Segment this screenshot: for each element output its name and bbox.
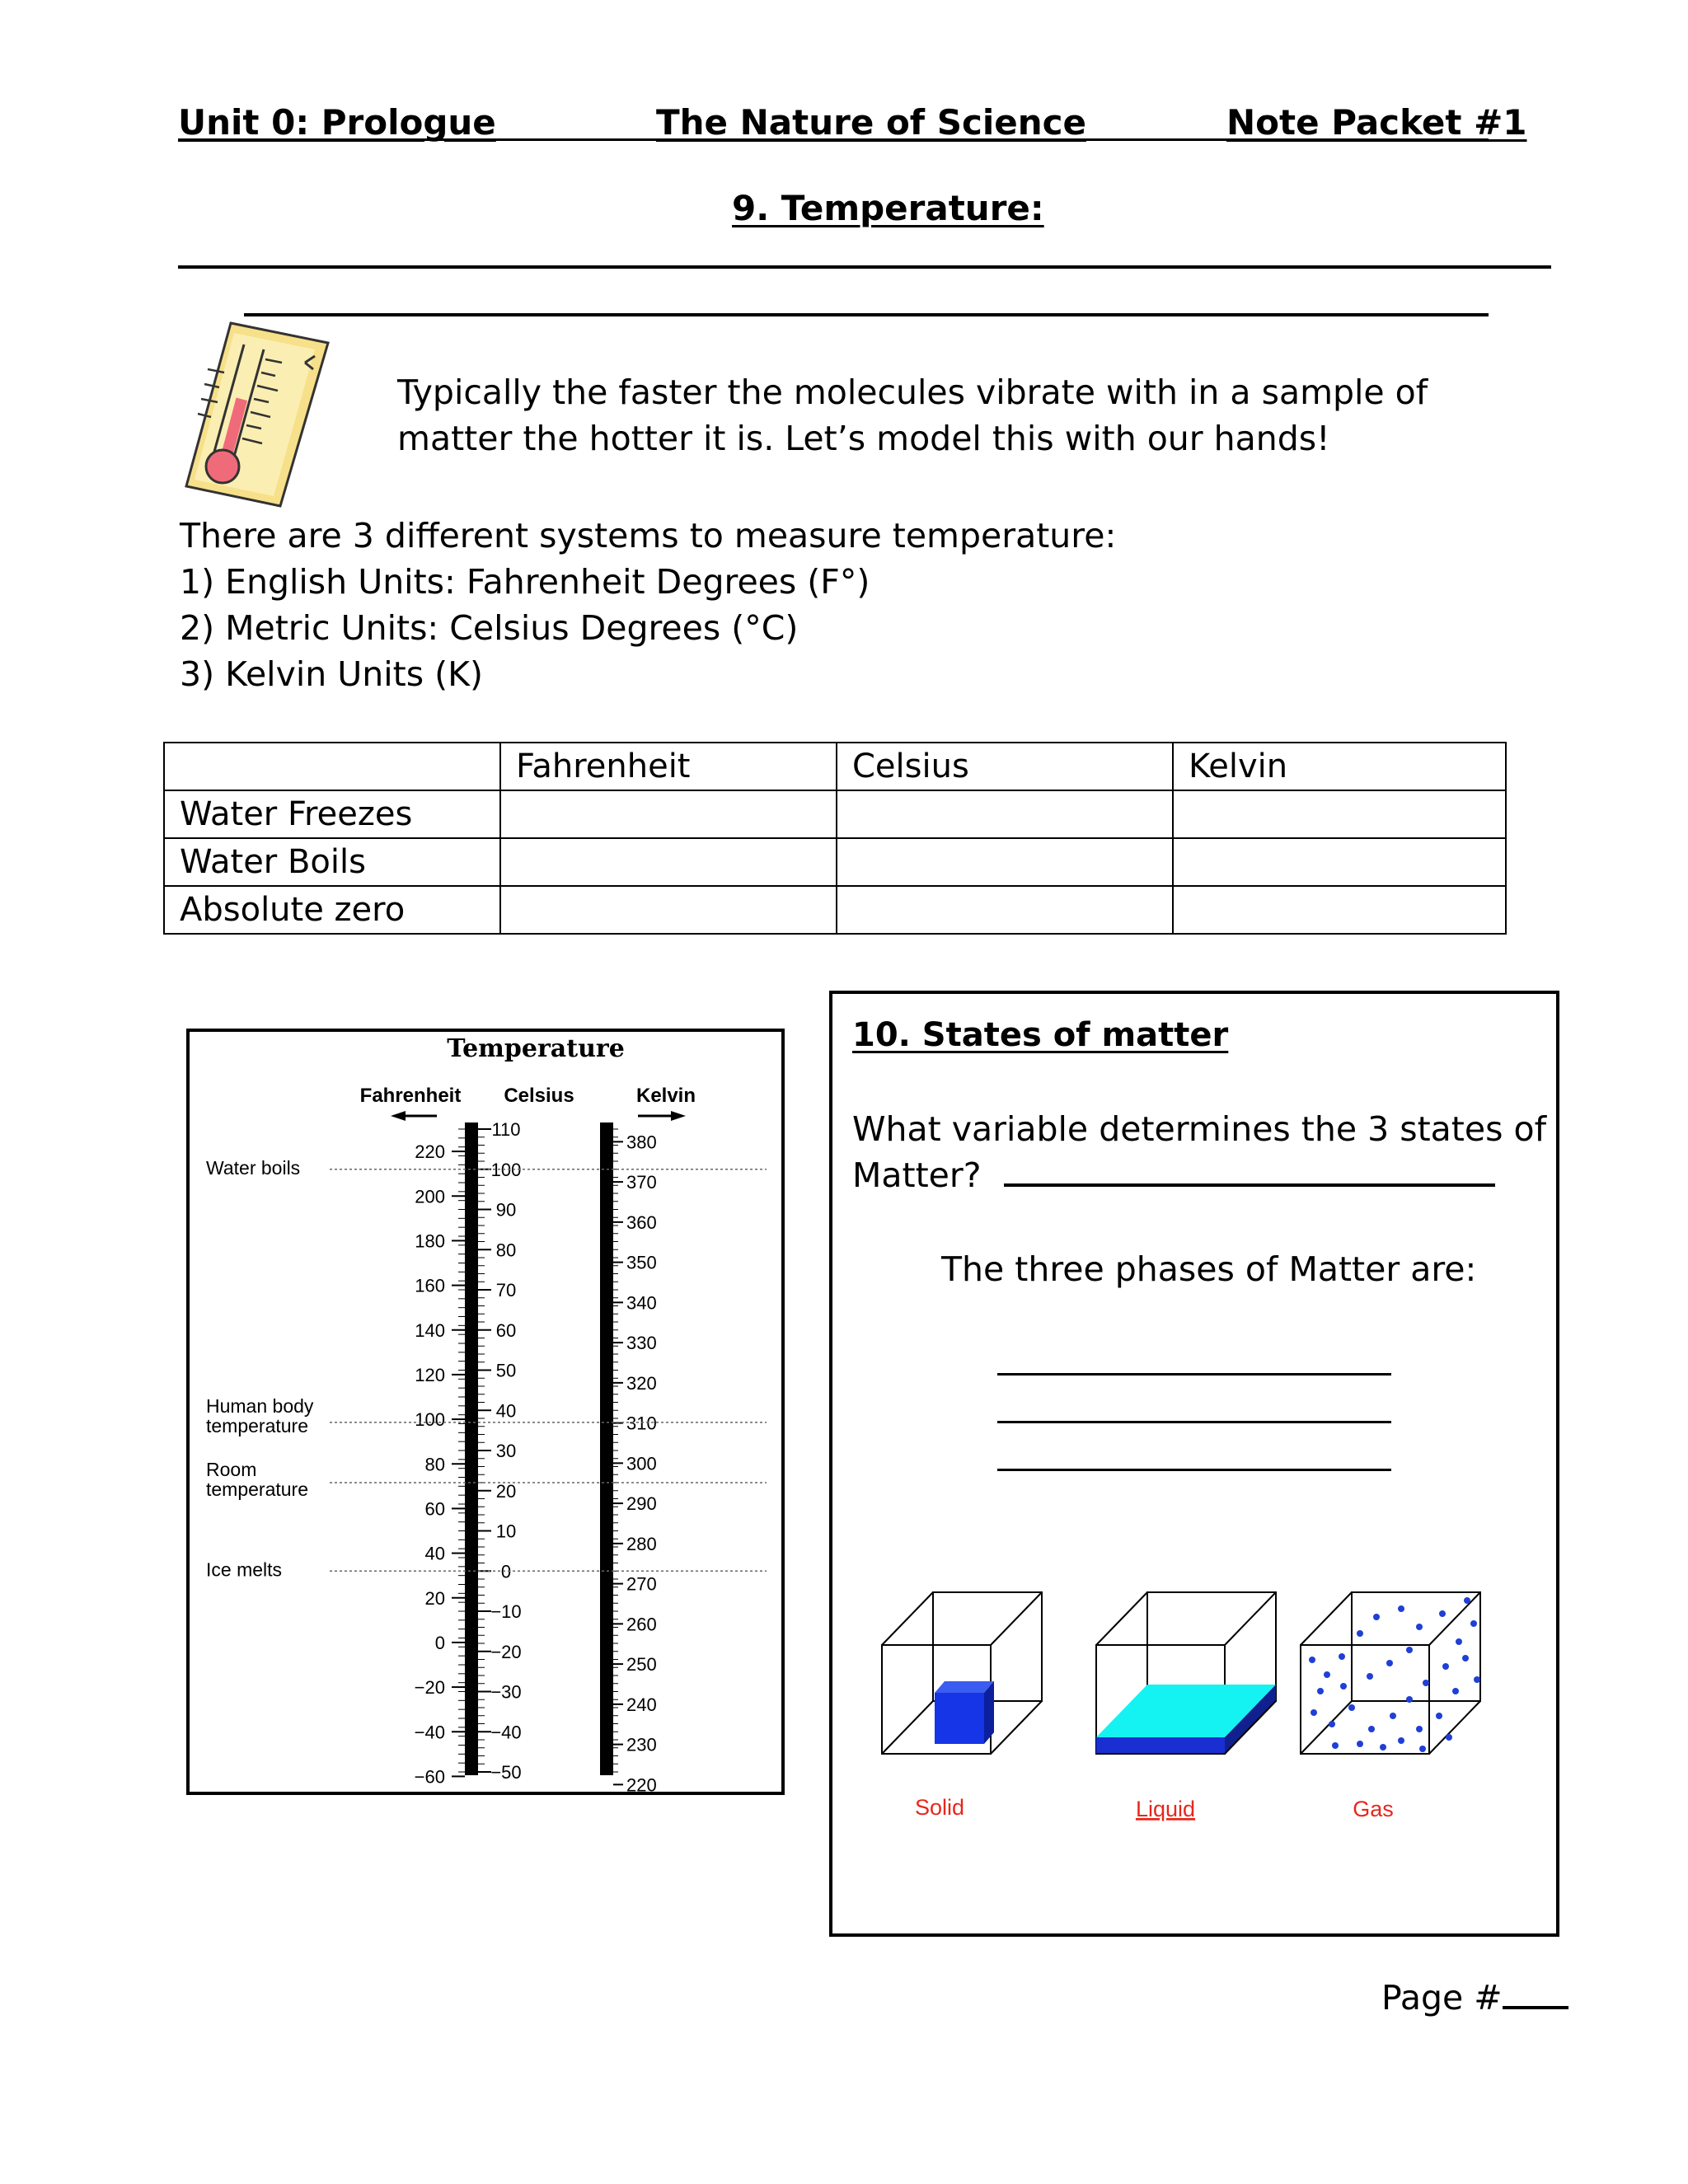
gas-particle [1348,1704,1355,1711]
gas-particle [1439,1610,1446,1617]
celsius-tick-label: −50 [490,1762,522,1783]
gas-particle [1474,1676,1480,1683]
kelvin-tick-label: 360 [626,1212,657,1233]
fahrenheit-label: Fahrenheit [359,1085,462,1107]
system-english: 1) English Units: Fahrenheit Degrees (F°) [180,562,870,602]
gas-particle [1406,1696,1413,1703]
celsius-tick-label: −30 [490,1681,522,1703]
gas-particle [1317,1688,1324,1694]
gas-particle [1324,1671,1330,1678]
state-label-liquid: Liquid [1135,1797,1196,1821]
human-body-label: Human body [206,1394,314,1417]
celsius-tick-label: 60 [495,1319,517,1341]
header-underline [178,138,1489,141]
celsius-tick-label: −20 [490,1641,522,1662]
table-header-kelvin: Kelvin [1173,743,1506,790]
fahrenheit-tick-label: 180 [415,1230,445,1252]
table-cell[interactable] [837,790,1173,838]
question-line-2-text: Matter? [852,1155,982,1195]
celsius-tick-label: 30 [495,1441,517,1461]
fahrenheit-tick-label: 20 [424,1587,445,1609]
table-row [164,838,1506,886]
kelvin-tick-label: 370 [626,1172,657,1193]
phase-blank-1[interactable] [997,1373,1391,1376]
gas-particle [1423,1680,1429,1686]
gas-particle [1357,1630,1363,1637]
systems-intro: There are 3 different systems to measure temperature: [180,516,1117,555]
gas-particle [1456,1638,1462,1645]
gas-particle [1367,1673,1373,1680]
kelvin-tick-label: 320 [626,1372,657,1394]
celsius-label: Celsius [504,1085,574,1107]
room-temperature-label: temperature [206,1479,309,1500]
fahrenheit-tick-label: 220 [415,1141,445,1163]
fahrenheit-tick-label: 60 [424,1498,445,1520]
question-line-2 [852,1152,1495,1198]
kelvin-tick-label: 250 [626,1654,657,1675]
celsius-bar [465,1122,478,1775]
water-boils-label: Water boils [206,1156,301,1179]
kelvin-tick-label: 270 [626,1573,657,1595]
answer-line-2 [244,313,1489,316]
states-illustration [832,1584,1556,1864]
kelvin-label: Kelvin [635,1085,696,1107]
table-row [164,886,1506,934]
answer-line-1 [178,265,1551,269]
table-cell[interactable] [500,790,837,838]
gas-particle [1446,1734,1452,1741]
section10-title: 10. States of matter [852,1016,1229,1054]
system-metric: 2) Metric Units: Celsius Degrees (°C) [180,608,799,648]
fahrenheit-tick-label: 120 [415,1364,445,1385]
fahrenheit-tick-label: −20 [414,1677,445,1699]
kelvin-tick-label: 260 [626,1614,657,1635]
table-cell[interactable] [1173,886,1506,934]
celsius-tick-label: 50 [495,1360,517,1381]
states-of-matter-box [829,991,1559,1937]
system-kelvin: 3) Kelvin Units (K) [180,654,483,694]
solid-block [935,1681,994,1744]
fahrenheit-arrow [391,1111,437,1121]
table-header-cell [164,743,500,790]
fahrenheit-tick-label: 80 [424,1454,445,1475]
table-cell[interactable] [837,886,1173,934]
temperature-scale-svg [190,1032,781,1792]
gas-particle [1436,1713,1442,1719]
gas-particle [1309,1657,1315,1663]
gas-particle [1329,1721,1335,1727]
gas-particle [1442,1663,1449,1670]
kelvin-arrow [638,1111,686,1121]
celsius-tick-label: −10 [490,1601,522,1622]
temperature-table [163,742,1507,935]
state-label-gas: Gas [1353,1797,1394,1821]
gas-particle [1464,1597,1470,1604]
answer-blank[interactable] [1004,1183,1495,1187]
question-line-1: What variable determines the 3 states of [852,1109,1547,1149]
fahrenheit-tick-label: 160 [415,1275,445,1296]
gas-particle [1373,1614,1380,1620]
gas-particle [1368,1726,1375,1732]
ice-melts-label: Ice melts [206,1558,283,1581]
gas-particle [1340,1683,1347,1690]
kelvin-bar [600,1122,613,1775]
kelvin-tick-label: 230 [626,1734,657,1755]
table-header-fahrenheit: Fahrenheit [500,743,837,790]
kelvin-tick-label: 300 [626,1453,657,1474]
table-header-celsius: Celsius [837,743,1173,790]
header-title: The Nature of Science [656,102,1087,143]
kelvin-tick-label: 280 [626,1533,657,1554]
phase-blank-2[interactable] [997,1421,1391,1423]
gas-particle [1357,1741,1363,1747]
header-unit: Unit 0: Prologue [178,102,496,143]
fahrenheit-tick-label: 100 [415,1409,445,1431]
fahrenheit-tick-label: −40 [414,1722,445,1743]
kelvin-tick-label: 290 [626,1493,657,1515]
table-cell[interactable] [837,838,1173,886]
gas-particle [1462,1655,1469,1661]
fahrenheit-tick-label: 200 [415,1186,445,1207]
gas-particle [1398,1737,1404,1744]
gas-particle [1470,1620,1477,1627]
thermometer-icon [183,320,331,511]
gas-particle [1332,1742,1339,1749]
kelvin-tick-label: 380 [626,1132,657,1153]
row-label: Water Boils [164,838,500,886]
gas-particle [1452,1688,1459,1694]
fahrenheit-tick-label: 40 [424,1543,445,1564]
human-body-label: temperature [206,1414,309,1436]
room-temperature-label: Room [206,1459,257,1480]
temperature-scale-figure [186,1029,785,1795]
liquid-fill [1096,1685,1276,1754]
table-cell[interactable] [1173,790,1506,838]
state-label-solid: Solid [914,1795,965,1820]
kelvin-tick-label: 350 [626,1252,657,1273]
celsius-tick-label: 100 [490,1159,522,1180]
celsius-tick-label: 90 [495,1199,517,1221]
kelvin-tick-label: 330 [626,1333,657,1354]
fahrenheit-tick-label: 0 [434,1632,445,1653]
gas-particle [1416,1726,1423,1732]
phase-blank-3[interactable] [997,1469,1391,1471]
kelvin-tick-label: 310 [626,1413,657,1434]
table-cell[interactable] [1173,838,1506,886]
table-cell[interactable] [500,838,837,886]
gas-particle [1311,1709,1317,1716]
kelvin-tick-label: 220 [626,1774,657,1792]
page-number-blank[interactable] [1503,2006,1568,2009]
celsius-tick-label: 0 [500,1561,512,1582]
header-packet: Note Packet #1 [1226,102,1527,143]
gas-particle [1398,1605,1404,1612]
celsius-tick-label: 20 [495,1480,517,1502]
section9-title: 9. Temperature: [732,188,1044,228]
fahrenheit-tick-label: 140 [415,1319,445,1341]
celsius-tick-label: −40 [490,1722,522,1743]
kelvin-tick-label: 240 [626,1694,657,1715]
page-number-text: Page # [1381,1978,1503,2018]
table-row [164,790,1506,838]
gas-particle [1390,1713,1396,1719]
celsius-tick-label: 70 [495,1280,517,1301]
row-label: Absolute zero [164,886,500,934]
celsius-tick-label: 80 [495,1240,517,1261]
table-header-row [164,743,1506,790]
celsius-tick-label: 10 [495,1521,517,1542]
fahrenheit-tick-label: −60 [414,1766,445,1788]
kelvin-tick-label: 340 [626,1292,657,1314]
table-cell[interactable] [500,886,837,934]
gas-particles [1309,1597,1480,1752]
gas-particle [1339,1653,1345,1660]
celsius-tick-label: 40 [495,1400,517,1422]
celsius-tick-label: 110 [491,1119,521,1140]
scale-title: Temperature [447,1034,625,1063]
intro-line-1: Typically the faster the molecules vibrate with in a sample of [397,373,1428,412]
page-number-label [1381,1975,1568,2021]
gas-particle [1416,1624,1423,1630]
gas-particle [1406,1647,1413,1653]
intro-line-2: matter the hotter it is. Let’s model this with our hands! [397,419,1330,458]
phases-intro: The three phases of Matter are: [941,1249,1477,1289]
gas-particle [1419,1746,1426,1752]
row-label: Water Freezes [164,790,500,838]
gas-particle [1380,1744,1386,1750]
gas-particle [1386,1660,1393,1666]
